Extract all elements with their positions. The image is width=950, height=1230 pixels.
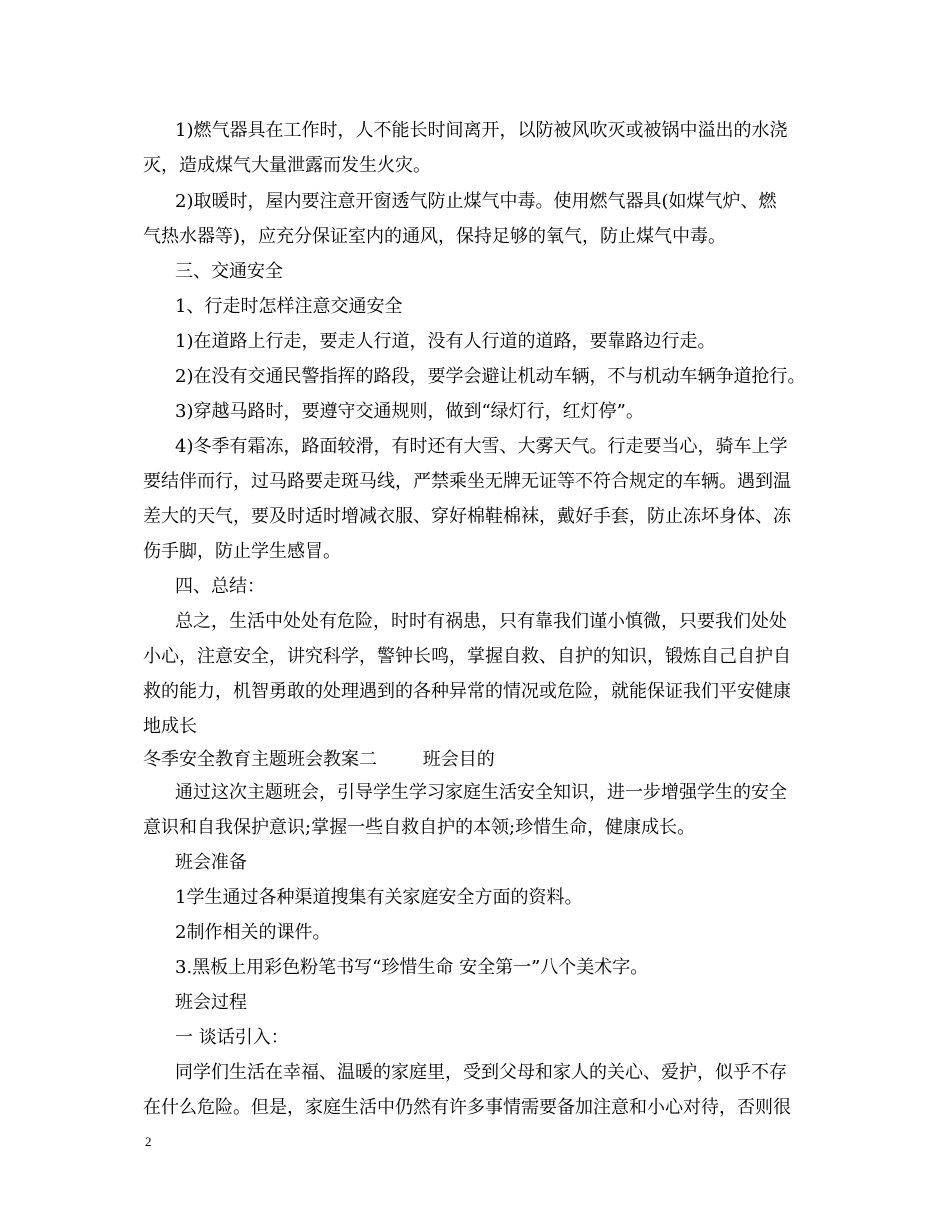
section-heading: 四、总结： <box>175 576 265 597</box>
text-line: 要结伴而行，过马路要走斑马线，严禁乘坐无牌无证等不符合规定的车辆。遇到温 <box>143 471 791 492</box>
text-line: 灭，造成煤气大量泄露而发生火灾。 <box>143 155 431 176</box>
text-line: 3)穿越马路时，要遵守交通规则，做到“绿灯行，红灯停”。 <box>175 401 644 422</box>
text-line: 小心，注意安全，讲究科学，警钟长鸣，掌握自救、自护的知识，锻炼自己自护自 <box>143 646 791 667</box>
text-line: 救的能力，机智勇敢的处理遇到的各种异常的情况或危险，就能保证我们平安健康 <box>143 681 791 702</box>
text-line: 4)冬季有霜冻，路面较滑，有时还有大雪、大雾天气。行走要当心，骑车上学 <box>175 436 788 457</box>
text-line: 1)在道路上行走，要走人行道，没有人行道的道路，要靠路边行走。 <box>175 331 716 352</box>
text-line: 地成长 <box>143 716 197 737</box>
text-line: 意识和自我保护意识;掌握一些自救自护的本领;珍惜生命，健康成长。 <box>143 817 696 838</box>
section-heading: 班会准备 <box>175 852 247 873</box>
text-line: 2)在没有交通民警指挥的路段，要学会避让机动车辆，不与机动车辆争道抢行。 <box>175 366 806 387</box>
text-line: 在什么危险。但是，家庭生活中仍然有许多事情需要备加注意和小心对待，否则很 <box>143 1097 791 1118</box>
section-heading: 班会过程 <box>175 992 247 1013</box>
text-line: 2)取暖时，屋内要注意开窗透气防止煤气中毒。使用燃气器具(如煤气炉、燃 <box>175 191 777 212</box>
text-line: 1)燃气器具在工作时，人不能长时间离开，以防被风吹灭或被锅中溢出的水浇 <box>175 120 788 141</box>
subsection-heading: 一 谈话引入： <box>175 1027 289 1048</box>
text-line: 2制作相关的课件。 <box>175 922 331 943</box>
page-number: 2 <box>145 1134 152 1149</box>
text-line: 同学们生活在幸福、温暖的家庭里，受到父母和家人的关心、爱护，似乎不存 <box>175 1062 787 1083</box>
document-title: 冬季安全教育主题班会教案二 班会目的 <box>143 749 495 770</box>
subsection-heading: 1、行走时怎样注意交通安全 <box>175 296 403 317</box>
text-line: 1学生通过各种渠道搜集有关家庭安全方面的资料。 <box>175 887 583 908</box>
text-line: 总之，生活中处处有危险，时时有祸患，只有靠我们谨小慎微，只要我们处处 <box>175 611 787 632</box>
text-line: 伤手脚，防止学生感冒。 <box>143 541 341 562</box>
text-line: 气热水器等)，应充分保证室内的通风，保持足够的氧气，防止煤气中毒。 <box>143 226 727 247</box>
text-line: 差大的天气，要及时适时增减衣服、穿好棉鞋棉袜，戴好手套，防止冻坏身体、冻 <box>143 506 791 527</box>
section-heading: 三、交通安全 <box>175 261 283 282</box>
text-line: 3.黑板上用彩色粉笔书写“珍惜生命 安全第一”八个美术字。 <box>175 957 649 978</box>
text-line: 通过这次主题班会，引导学生学习家庭生活安全知识，进一步增强学生的安全 <box>175 782 787 803</box>
